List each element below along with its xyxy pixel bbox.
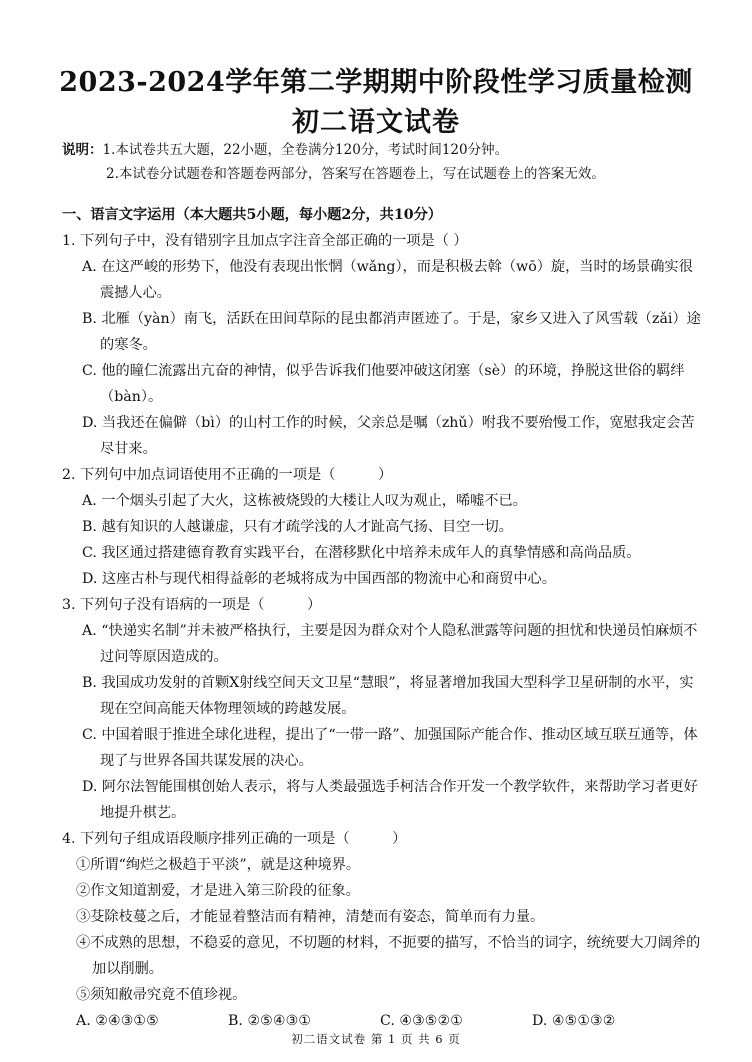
question-area	[62, 202, 702, 1034]
exam-title: 2023-2024学年第二学期期中阶段性学习质量检测	[59, 67, 693, 98]
question-3	[62, 592, 702, 826]
section-heading: 一、语言文字运用（本大题共5小题，每小题2分，共10分）	[62, 207, 442, 223]
sentence-1: ①所谓“绚烂之极趋于平淡”，就是这种境界。	[76, 857, 361, 873]
option-c: C. 他的瞳仁流露出亢奋的神情，似乎告诉我们他要冲破这闭塞（sè）的环境，挣脱这世俗的羁绊（bàn）。	[82, 363, 685, 405]
sentence-3: ③芟除枝蔓之后，才能显着整洁而有精神，清楚而有姿态，简单而有力量。	[76, 909, 545, 925]
question-2	[62, 462, 702, 592]
sentence-2: ②作文知道割爱，才是进入第三阶段的征象。	[76, 883, 360, 899]
option-d: D. 当我还在偏僻（bì）的山村工作的时候，父亲总是嘱（zhǔ）咐我不要殆慢工作，宽慰我定会苦尽甘来。	[82, 415, 695, 457]
option-a: A. 在这严峻的形势下，他没有表现出怅惘（wǎng），而是积极去斡（wō）旋，当时的场景确实很震撼人心。	[82, 259, 693, 301]
option-b: B. 越有知识的人越谦虚，只有才疏学浅的人才趾高气扬、目空一切。	[82, 519, 513, 535]
option-b: B. 我国成功发射的首颗X射线空间天文卫星“慧眼”，将显著增加我国大型科学卫星研制的水平，实现在空间高能天体物理领域的跨越发展。	[82, 675, 694, 717]
option-d: D. 阿尔法智能围棋创始人表示，将与人类最强选手柯洁合作开发一个教学软件，来帮助学习者更好地提升棋艺。	[82, 779, 698, 821]
option-a: A. “快递实名制”并未被严格执行，主要是因为群众对个人隐私泄露等问题的担忧和快递员怕麻烦不过问等原因造成的。	[82, 623, 698, 665]
question-stem: 1. 下列句子中，没有错别字且加点字注音全部正确的一项是（ ）	[62, 233, 468, 249]
choice-c: C. ④③⑤②①	[380, 1013, 463, 1029]
choice-d: D. ④⑤①③②	[532, 1013, 616, 1029]
instruction-1: 1.本试卷共五大题，22小题，全卷满分120分，考试时间120分钟。	[102, 142, 509, 158]
instructions-label: 说明：	[62, 142, 103, 158]
question-1	[62, 228, 702, 462]
exam-subtitle: 初二语文试卷	[292, 107, 460, 138]
choice-a: A. ②④③①⑤	[76, 1013, 159, 1029]
option-c: C. 我区通过搭建德育教育实践平台，在潜移默化中培养未成年人的真挚情感和高尚品质。	[82, 545, 641, 561]
option-b: B. 北雁（yàn）南飞，活跃在田间草际的昆虫都消声匿迹了。于是，家乡又进入了风雪载（zǎi）途的寒冬。	[82, 311, 701, 353]
question-stem: 2. 下列句中加点词语使用不正确的一项是（ ）	[62, 467, 393, 483]
question-stem: 3. 下列句子没有语病的一项是（ ）	[62, 597, 322, 613]
option-d: D. 这座古朴与现代相得益彰的老城将成为中国西部的物流中心和商贸中心。	[82, 571, 556, 587]
option-a: A. 一个烟头引起了大火，这栋被烧毁的大楼让人叹为观止，唏嘘不已。	[82, 493, 527, 509]
question-4	[62, 826, 702, 1034]
option-c: C. 中国着眼于推进全球化进程，提出了“一带一路”、加强国际产能合作、推动区域互联互通等，体现了与世界各国共谋发展的决心。	[82, 727, 698, 769]
sentence-5: ⑤须知敝帚究竟不值珍视。	[76, 987, 247, 1003]
page-footer: 初二语文试卷 第 1 页 共 6 页	[291, 1032, 461, 1046]
question-stem: 4. 下列句子组成语段顺序排列正确的一项是（ ）	[62, 831, 407, 847]
choice-b: B. ②⑤④③①	[228, 1013, 312, 1029]
instruction-2: 2.本试卷分试题卷和答题卷两部分，答案写在答题卷上，写在试题卷上的答案无效。	[106, 166, 605, 182]
sentence-4: ④不成熟的思想，不稳妥的意见，不切题的材料，不扼要的描写，不恰当的词字，统统要大刀阔斧的加以削删。	[76, 935, 701, 977]
instructions	[62, 138, 712, 186]
